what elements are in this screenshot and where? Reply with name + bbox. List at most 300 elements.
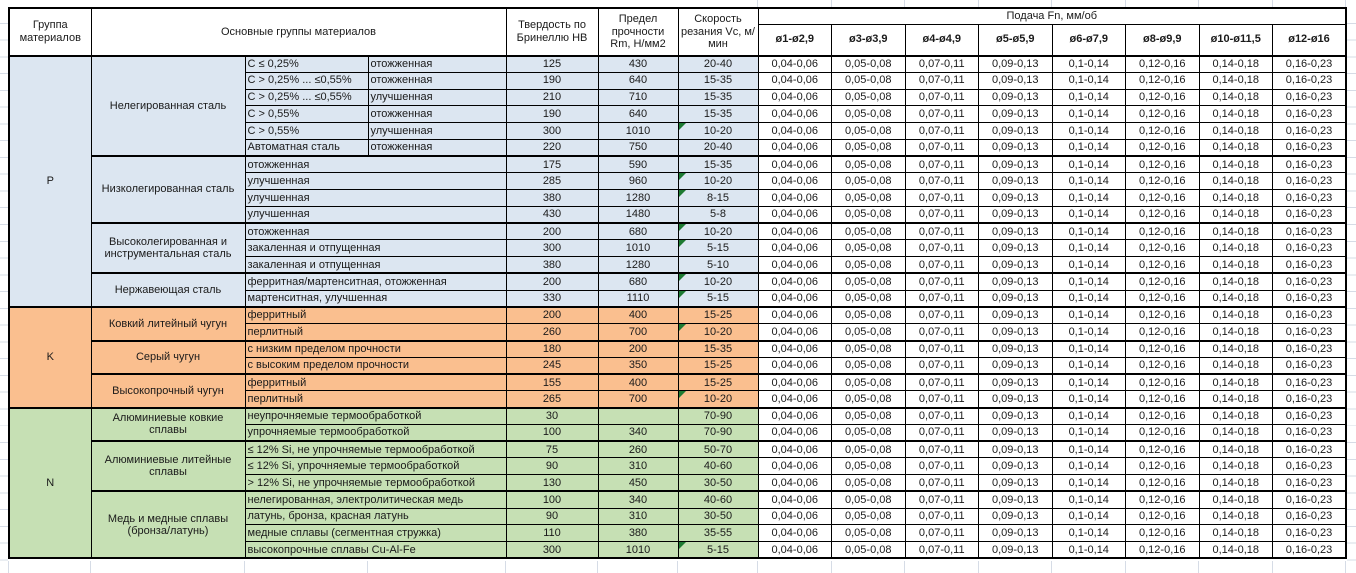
feed-value-cell[interactable]: 0,07-0,11	[905, 156, 979, 173]
feed-value-cell[interactable]: 0,1-0,14	[1052, 273, 1126, 290]
feed-value-cell[interactable]: 0,05-0,08	[832, 307, 906, 324]
feed-value-cell[interactable]: 0,07-0,11	[905, 508, 979, 525]
feed-value-cell[interactable]: 0,12-0,16	[1126, 491, 1200, 508]
strength-rm-cell[interactable]: 400	[598, 307, 678, 324]
feed-value-cell[interactable]: 0,12-0,16	[1126, 324, 1200, 341]
cutting-speed-vc-cell[interactable]: 5-10	[678, 257, 758, 274]
feed-value-cell[interactable]: 0,16-0,23	[1273, 508, 1347, 525]
feed-value-cell[interactable]: 0,12-0,16	[1126, 441, 1200, 458]
feed-value-cell[interactable]: 0,09-0,13	[979, 190, 1053, 207]
material-subtype-cell[interactable]: неупрочняемые термообработкой	[245, 408, 506, 425]
feed-value-cell[interactable]: 0,1-0,14	[1052, 139, 1126, 156]
feed-value-cell[interactable]: 0,09-0,13	[979, 156, 1053, 173]
feed-value-cell[interactable]: 0,04-0,06	[758, 307, 832, 324]
cutting-speed-vc-cell[interactable]: 10-20	[678, 391, 758, 408]
feed-value-cell[interactable]: 0,12-0,16	[1126, 508, 1200, 525]
feed-value-cell[interactable]: 0,07-0,11	[905, 357, 979, 374]
material-subtype-cell[interactable]: C > 0,55%	[245, 106, 368, 123]
hardness-hb-cell[interactable]: 175	[506, 156, 598, 173]
hardness-hb-cell[interactable]: 210	[506, 89, 598, 106]
cutting-speed-vc-cell[interactable]: 20-40	[678, 56, 758, 73]
feed-value-cell[interactable]: 0,1-0,14	[1052, 408, 1126, 425]
material-subtype-cell[interactable]: ферритная/мартенситная, отожженная	[245, 273, 506, 290]
feed-value-cell[interactable]: 0,12-0,16	[1126, 72, 1200, 89]
hardness-hb-cell[interactable]: 110	[506, 525, 598, 542]
feed-value-cell[interactable]: 0,09-0,13	[979, 257, 1053, 274]
material-subtype-cell[interactable]: с низким пределом прочности	[245, 341, 506, 358]
feed-value-cell[interactable]: 0,1-0,14	[1052, 89, 1126, 106]
cutting-speed-vc-cell[interactable]: 15-35	[678, 72, 758, 89]
feed-value-cell[interactable]: 0,12-0,16	[1126, 156, 1200, 173]
feed-value-cell[interactable]: 0,04-0,06	[758, 123, 832, 140]
feed-value-cell[interactable]: 0,1-0,14	[1052, 357, 1126, 374]
header-hardness-hb[interactable]: Твердость по Бринеллю HB	[506, 8, 598, 56]
material-subtype-cell[interactable]: латунь, бронза, красная латунь	[245, 508, 506, 525]
feed-value-cell[interactable]: 0,14-0,18	[1199, 290, 1273, 307]
hardness-hb-cell[interactable]: 430	[506, 206, 598, 223]
header-material-group[interactable]: Группа материалов	[9, 8, 91, 56]
hardness-hb-cell[interactable]: 300	[506, 123, 598, 140]
cutting-speed-vc-cell[interactable]: 5-8	[678, 206, 758, 223]
feed-value-cell[interactable]: 0,14-0,18	[1199, 240, 1273, 257]
feed-value-cell[interactable]: 0,04-0,06	[758, 374, 832, 391]
feed-value-cell[interactable]: 0,16-0,23	[1273, 391, 1347, 408]
feed-value-cell[interactable]: 0,07-0,11	[905, 491, 979, 508]
feed-value-cell[interactable]: 0,04-0,06	[758, 475, 832, 492]
feed-value-cell[interactable]: 0,05-0,08	[832, 374, 906, 391]
feed-value-cell[interactable]: 0,1-0,14	[1052, 424, 1126, 441]
feed-value-cell[interactable]: 0,09-0,13	[979, 424, 1053, 441]
feed-value-cell[interactable]: 0,16-0,23	[1273, 206, 1347, 223]
feed-value-cell[interactable]: 0,05-0,08	[832, 173, 906, 190]
feed-value-cell[interactable]: 0,12-0,16	[1126, 257, 1200, 274]
header-diameter-2[interactable]: ø3-ø3,9	[832, 24, 906, 56]
feed-value-cell[interactable]: 0,07-0,11	[905, 374, 979, 391]
strength-rm-cell[interactable]: 380	[598, 525, 678, 542]
strength-rm-cell[interactable]: 590	[598, 156, 678, 173]
feed-value-cell[interactable]: 0,14-0,18	[1199, 257, 1273, 274]
feed-value-cell[interactable]: 0,09-0,13	[979, 89, 1053, 106]
feed-value-cell[interactable]: 0,09-0,13	[979, 273, 1053, 290]
material-subtype-cell[interactable]: упрочняемые термообработкой	[245, 424, 506, 441]
feed-value-cell[interactable]: 0,14-0,18	[1199, 475, 1273, 492]
feed-value-cell[interactable]: 0,1-0,14	[1052, 525, 1126, 542]
feed-value-cell[interactable]: 0,16-0,23	[1273, 441, 1347, 458]
material-condition-cell[interactable]: отожженная	[368, 139, 506, 156]
strength-rm-cell[interactable]: 430	[598, 56, 678, 73]
feed-value-cell[interactable]: 0,04-0,06	[758, 139, 832, 156]
material-subtype-cell[interactable]: перлитный	[245, 324, 506, 341]
feed-value-cell[interactable]: 0,09-0,13	[979, 56, 1053, 73]
feed-value-cell[interactable]: 0,16-0,23	[1273, 56, 1347, 73]
cutting-speed-vc-cell[interactable]: 10-20	[678, 273, 758, 290]
feed-value-cell[interactable]: 0,07-0,11	[905, 106, 979, 123]
feed-value-cell[interactable]: 0,12-0,16	[1126, 106, 1200, 123]
feed-value-cell[interactable]: 0,16-0,23	[1273, 357, 1347, 374]
hardness-hb-cell[interactable]: 245	[506, 357, 598, 374]
strength-rm-cell[interactable]: 1280	[598, 257, 678, 274]
feed-value-cell[interactable]: 0,14-0,18	[1199, 206, 1273, 223]
cutting-speed-vc-cell[interactable]: 5-15	[678, 240, 758, 257]
feed-value-cell[interactable]: 0,12-0,16	[1126, 374, 1200, 391]
feed-value-cell[interactable]: 0,16-0,23	[1273, 424, 1347, 441]
feed-value-cell[interactable]: 0,12-0,16	[1126, 89, 1200, 106]
feed-value-cell[interactable]: 0,16-0,23	[1273, 341, 1347, 358]
cutting-speed-vc-cell[interactable]: 5-15	[678, 290, 758, 307]
cutting-speed-vc-cell[interactable]: 35-55	[678, 525, 758, 542]
strength-rm-cell[interactable]: 700	[598, 391, 678, 408]
material-subtype-cell[interactable]: C > 0,25% ... ≤0,55%	[245, 89, 368, 106]
strength-rm-cell[interactable]: 640	[598, 72, 678, 89]
feed-value-cell[interactable]: 0,04-0,06	[758, 156, 832, 173]
feed-value-cell[interactable]: 0,04-0,06	[758, 223, 832, 240]
feed-value-cell[interactable]: 0,09-0,13	[979, 324, 1053, 341]
feed-value-cell[interactable]: 0,09-0,13	[979, 357, 1053, 374]
feed-value-cell[interactable]: 0,04-0,06	[758, 391, 832, 408]
feed-value-cell[interactable]: 0,04-0,06	[758, 240, 832, 257]
feed-value-cell[interactable]: 0,04-0,06	[758, 441, 832, 458]
feed-value-cell[interactable]: 0,1-0,14	[1052, 257, 1126, 274]
feed-value-cell[interactable]: 0,04-0,06	[758, 206, 832, 223]
material-subtype-cell[interactable]: перлитный	[245, 391, 506, 408]
feed-value-cell[interactable]: 0,04-0,06	[758, 341, 832, 358]
feed-value-cell[interactable]: 0,1-0,14	[1052, 206, 1126, 223]
feed-value-cell[interactable]: 0,1-0,14	[1052, 223, 1126, 240]
feed-value-cell[interactable]: 0,14-0,18	[1199, 173, 1273, 190]
cutting-speed-vc-cell[interactable]: 70-90	[678, 424, 758, 441]
material-block-name[interactable]: Высокопрочный чугун	[91, 374, 245, 408]
feed-value-cell[interactable]: 0,05-0,08	[832, 223, 906, 240]
cutting-speed-vc-cell[interactable]: 15-25	[678, 307, 758, 324]
feed-value-cell[interactable]: 0,14-0,18	[1199, 491, 1273, 508]
strength-rm-cell[interactable]	[598, 408, 678, 425]
material-block-name[interactable]: Серый чугун	[91, 341, 245, 375]
feed-value-cell[interactable]: 0,14-0,18	[1199, 156, 1273, 173]
feed-value-cell[interactable]: 0,12-0,16	[1126, 240, 1200, 257]
material-block-name[interactable]: Алюминиевые ковкие сплавы	[91, 408, 245, 442]
feed-value-cell[interactable]: 0,04-0,06	[758, 190, 832, 207]
material-condition-cell[interactable]: отожженная	[368, 56, 506, 73]
feed-value-cell[interactable]: 0,09-0,13	[979, 173, 1053, 190]
feed-value-cell[interactable]: 0,16-0,23	[1273, 190, 1347, 207]
feed-value-cell[interactable]: 0,09-0,13	[979, 206, 1053, 223]
strength-rm-cell[interactable]: 260	[598, 441, 678, 458]
cutting-speed-vc-cell[interactable]: 40-60	[678, 491, 758, 508]
feed-value-cell[interactable]: 0,12-0,16	[1126, 173, 1200, 190]
feed-value-cell[interactable]: 0,14-0,18	[1199, 89, 1273, 106]
hardness-hb-cell[interactable]: 200	[506, 223, 598, 240]
feed-value-cell[interactable]: 0,05-0,08	[832, 441, 906, 458]
feed-value-cell[interactable]: 0,1-0,14	[1052, 491, 1126, 508]
cutting-speed-vc-cell[interactable]: 40-60	[678, 458, 758, 475]
hardness-hb-cell[interactable]: 300	[506, 240, 598, 257]
cutting-speed-vc-cell[interactable]: 10-20	[678, 324, 758, 341]
hardness-hb-cell[interactable]: 200	[506, 273, 598, 290]
cutting-speed-vc-cell[interactable]: 10-20	[678, 223, 758, 240]
feed-value-cell[interactable]: 0,04-0,06	[758, 273, 832, 290]
cutting-speed-vc-cell[interactable]: 15-25	[678, 374, 758, 391]
feed-value-cell[interactable]: 0,12-0,16	[1126, 139, 1200, 156]
feed-value-cell[interactable]: 0,07-0,11	[905, 72, 979, 89]
feed-value-cell[interactable]: 0,14-0,18	[1199, 441, 1273, 458]
feed-value-cell[interactable]: 0,16-0,23	[1273, 223, 1347, 240]
material-condition-cell[interactable]: улучшенная	[368, 123, 506, 140]
feed-value-cell[interactable]: 0,05-0,08	[832, 240, 906, 257]
strength-rm-cell[interactable]: 400	[598, 374, 678, 391]
feed-value-cell[interactable]: 0,05-0,08	[832, 190, 906, 207]
feed-value-cell[interactable]: 0,05-0,08	[832, 341, 906, 358]
feed-value-cell[interactable]: 0,05-0,08	[832, 391, 906, 408]
feed-value-cell[interactable]: 0,09-0,13	[979, 525, 1053, 542]
material-subtype-cell[interactable]: C > 0,55%	[245, 123, 368, 140]
feed-value-cell[interactable]: 0,12-0,16	[1126, 424, 1200, 441]
header-diameter-7[interactable]: ø10-ø11,5	[1199, 24, 1273, 56]
feed-value-cell[interactable]: 0,14-0,18	[1199, 307, 1273, 324]
feed-value-cell[interactable]: 0,16-0,23	[1273, 89, 1347, 106]
feed-value-cell[interactable]: 0,16-0,23	[1273, 324, 1347, 341]
material-subtype-cell[interactable]: ферритный	[245, 307, 506, 324]
cutting-speed-vc-cell[interactable]: 10-20	[678, 173, 758, 190]
feed-value-cell[interactable]: 0,12-0,16	[1126, 273, 1200, 290]
feed-value-cell[interactable]: 0,05-0,08	[832, 156, 906, 173]
feed-value-cell[interactable]: 0,09-0,13	[979, 542, 1053, 559]
hardness-hb-cell[interactable]: 380	[506, 257, 598, 274]
feed-value-cell[interactable]: 0,05-0,08	[832, 56, 906, 73]
material-subtype-cell[interactable]: ≤ 12% Si, не упрочняемые термообработкой	[245, 441, 506, 458]
feed-value-cell[interactable]: 0,05-0,08	[832, 106, 906, 123]
feed-value-cell[interactable]: 0,1-0,14	[1052, 475, 1126, 492]
hardness-hb-cell[interactable]: 90	[506, 508, 598, 525]
cutting-speed-vc-cell[interactable]: 5-15	[678, 542, 758, 559]
feed-value-cell[interactable]: 0,07-0,11	[905, 123, 979, 140]
material-subtype-cell[interactable]: ≤ 12% Si, упрочняемые термообработкой	[245, 458, 506, 475]
feed-value-cell[interactable]: 0,1-0,14	[1052, 290, 1126, 307]
header-diameter-3[interactable]: ø4-ø4,9	[905, 24, 979, 56]
feed-value-cell[interactable]: 0,05-0,08	[832, 475, 906, 492]
feed-value-cell[interactable]: 0,1-0,14	[1052, 56, 1126, 73]
feed-value-cell[interactable]: 0,04-0,06	[758, 72, 832, 89]
feed-value-cell[interactable]: 0,12-0,16	[1126, 307, 1200, 324]
feed-value-cell[interactable]: 0,07-0,11	[905, 475, 979, 492]
feed-value-cell[interactable]: 0,1-0,14	[1052, 106, 1126, 123]
feed-value-cell[interactable]: 0,14-0,18	[1199, 56, 1273, 73]
feed-value-cell[interactable]: 0,05-0,08	[832, 491, 906, 508]
hardness-hb-cell[interactable]: 220	[506, 139, 598, 156]
feed-value-cell[interactable]: 0,1-0,14	[1052, 542, 1126, 559]
material-block-name[interactable]: Низколегированная сталь	[91, 156, 245, 223]
feed-value-cell[interactable]: 0,14-0,18	[1199, 508, 1273, 525]
feed-value-cell[interactable]: 0,09-0,13	[979, 240, 1053, 257]
feed-value-cell[interactable]: 0,05-0,08	[832, 458, 906, 475]
strength-rm-cell[interactable]: 310	[598, 508, 678, 525]
strength-rm-cell[interactable]: 750	[598, 139, 678, 156]
material-block-name[interactable]: Медь и медные сплавы (бронза/латунь)	[91, 491, 245, 558]
feed-value-cell[interactable]: 0,05-0,08	[832, 324, 906, 341]
material-subtype-cell[interactable]: улучшенная	[245, 190, 506, 207]
feed-value-cell[interactable]: 0,07-0,11	[905, 139, 979, 156]
strength-rm-cell[interactable]: 1110	[598, 290, 678, 307]
material-subtype-cell[interactable]: отожженная	[245, 156, 506, 173]
feed-value-cell[interactable]: 0,04-0,06	[758, 508, 832, 525]
feed-value-cell[interactable]: 0,12-0,16	[1126, 290, 1200, 307]
feed-value-cell[interactable]: 0,09-0,13	[979, 391, 1053, 408]
material-subtype-cell[interactable]: C > 0,25% ... ≤0,55%	[245, 72, 368, 89]
feed-value-cell[interactable]: 0,16-0,23	[1273, 374, 1347, 391]
feed-value-cell[interactable]: 0,16-0,23	[1273, 525, 1347, 542]
feed-value-cell[interactable]: 0,09-0,13	[979, 307, 1053, 324]
feed-value-cell[interactable]: 0,16-0,23	[1273, 475, 1347, 492]
material-subtype-cell[interactable]: мартенситная, улучшенная	[245, 290, 506, 307]
feed-value-cell[interactable]: 0,05-0,08	[832, 72, 906, 89]
feed-value-cell[interactable]: 0,07-0,11	[905, 424, 979, 441]
feed-value-cell[interactable]: 0,05-0,08	[832, 357, 906, 374]
group-code-cell-P[interactable]: P	[9, 56, 91, 307]
feed-value-cell[interactable]: 0,09-0,13	[979, 123, 1053, 140]
strength-rm-cell[interactable]: 350	[598, 357, 678, 374]
feed-value-cell[interactable]: 0,14-0,18	[1199, 357, 1273, 374]
feed-value-cell[interactable]: 0,07-0,11	[905, 173, 979, 190]
strength-rm-cell[interactable]: 310	[598, 458, 678, 475]
feed-value-cell[interactable]: 0,1-0,14	[1052, 391, 1126, 408]
header-diameter-4[interactable]: ø5-ø5,9	[979, 24, 1053, 56]
feed-value-cell[interactable]: 0,07-0,11	[905, 257, 979, 274]
hardness-hb-cell[interactable]: 285	[506, 173, 598, 190]
material-condition-cell[interactable]: отожженная	[368, 72, 506, 89]
feed-value-cell[interactable]: 0,09-0,13	[979, 223, 1053, 240]
feed-value-cell[interactable]: 0,14-0,18	[1199, 341, 1273, 358]
feed-value-cell[interactable]: 0,07-0,11	[905, 240, 979, 257]
header-cutting-speed-vc[interactable]: Скорость резания Vc, м/мин	[678, 8, 758, 56]
feed-value-cell[interactable]: 0,04-0,06	[758, 491, 832, 508]
hardness-hb-cell[interactable]: 300	[506, 542, 598, 559]
strength-rm-cell[interactable]: 200	[598, 341, 678, 358]
strength-rm-cell[interactable]: 680	[598, 223, 678, 240]
feed-value-cell[interactable]: 0,05-0,08	[832, 542, 906, 559]
strength-rm-cell[interactable]: 640	[598, 106, 678, 123]
group-code-cell-N[interactable]: N	[9, 408, 91, 559]
hardness-hb-cell[interactable]: 380	[506, 190, 598, 207]
header-diameter-5[interactable]: ø6-ø7,9	[1052, 24, 1126, 56]
feed-value-cell[interactable]: 0,14-0,18	[1199, 542, 1273, 559]
feed-value-cell[interactable]: 0,04-0,06	[758, 542, 832, 559]
feed-value-cell[interactable]: 0,04-0,06	[758, 106, 832, 123]
feed-value-cell[interactable]: 0,04-0,06	[758, 357, 832, 374]
cutting-speed-vc-cell[interactable]: 30-50	[678, 508, 758, 525]
feed-value-cell[interactable]: 0,07-0,11	[905, 458, 979, 475]
strength-rm-cell[interactable]: 450	[598, 475, 678, 492]
cutting-speed-vc-cell[interactable]: 20-40	[678, 139, 758, 156]
feed-value-cell[interactable]: 0,14-0,18	[1199, 424, 1273, 441]
cutting-speed-vc-cell[interactable]: 30-50	[678, 475, 758, 492]
feed-value-cell[interactable]: 0,05-0,08	[832, 206, 906, 223]
feed-value-cell[interactable]: 0,12-0,16	[1126, 391, 1200, 408]
header-main-groups[interactable]: Основные группы материалов	[91, 8, 506, 56]
feed-value-cell[interactable]: 0,07-0,11	[905, 206, 979, 223]
hardness-hb-cell[interactable]: 200	[506, 307, 598, 324]
material-subtype-cell[interactable]: отожженная	[245, 223, 506, 240]
feed-value-cell[interactable]: 0,04-0,06	[758, 89, 832, 106]
material-subtype-cell[interactable]: улучшенная	[245, 206, 506, 223]
feed-value-cell[interactable]: 0,07-0,11	[905, 290, 979, 307]
feed-value-cell[interactable]: 0,16-0,23	[1273, 123, 1347, 140]
header-diameter-6[interactable]: ø8-ø9,9	[1126, 24, 1200, 56]
feed-value-cell[interactable]: 0,09-0,13	[979, 139, 1053, 156]
cutting-speed-vc-cell[interactable]: 50-70	[678, 441, 758, 458]
group-code-cell-K[interactable]: K	[9, 307, 91, 408]
cutting-speed-vc-cell[interactable]: 15-35	[678, 89, 758, 106]
feed-value-cell[interactable]: 0,04-0,06	[758, 257, 832, 274]
feed-value-cell[interactable]: 0,16-0,23	[1273, 173, 1347, 190]
feed-value-cell[interactable]: 0,16-0,23	[1273, 307, 1347, 324]
strength-rm-cell[interactable]: 700	[598, 324, 678, 341]
feed-value-cell[interactable]: 0,09-0,13	[979, 458, 1053, 475]
material-subtype-cell[interactable]: > 12% Si, не упрочняемые термообработкой	[245, 475, 506, 492]
feed-value-cell[interactable]: 0,09-0,13	[979, 374, 1053, 391]
feed-value-cell[interactable]: 0,07-0,11	[905, 273, 979, 290]
feed-value-cell[interactable]: 0,1-0,14	[1052, 441, 1126, 458]
hardness-hb-cell[interactable]: 125	[506, 56, 598, 73]
feed-value-cell[interactable]: 0,1-0,14	[1052, 307, 1126, 324]
feed-value-cell[interactable]: 0,14-0,18	[1199, 273, 1273, 290]
feed-value-cell[interactable]: 0,1-0,14	[1052, 156, 1126, 173]
hardness-hb-cell[interactable]: 100	[506, 491, 598, 508]
feed-value-cell[interactable]: 0,12-0,16	[1126, 542, 1200, 559]
material-block-name[interactable]: Нелегированная сталь	[91, 56, 245, 157]
feed-value-cell[interactable]: 0,1-0,14	[1052, 458, 1126, 475]
hardness-hb-cell[interactable]: 190	[506, 106, 598, 123]
feed-value-cell[interactable]: 0,09-0,13	[979, 290, 1053, 307]
feed-value-cell[interactable]: 0,07-0,11	[905, 341, 979, 358]
feed-value-cell[interactable]: 0,04-0,06	[758, 458, 832, 475]
feed-value-cell[interactable]: 0,12-0,16	[1126, 206, 1200, 223]
strength-rm-cell[interactable]: 1010	[598, 542, 678, 559]
feed-value-cell[interactable]: 0,16-0,23	[1273, 542, 1347, 559]
feed-value-cell[interactable]: 0,07-0,11	[905, 542, 979, 559]
strength-rm-cell[interactable]: 1280	[598, 190, 678, 207]
feed-value-cell[interactable]: 0,09-0,13	[979, 441, 1053, 458]
feed-value-cell[interactable]: 0,09-0,13	[979, 508, 1053, 525]
feed-value-cell[interactable]: 0,1-0,14	[1052, 374, 1126, 391]
material-block-name[interactable]: Высоколегированная и инструментальная сталь	[91, 223, 245, 273]
feed-value-cell[interactable]: 0,05-0,08	[832, 89, 906, 106]
feed-value-cell[interactable]: 0,05-0,08	[832, 273, 906, 290]
feed-value-cell[interactable]: 0,16-0,23	[1273, 458, 1347, 475]
header-diameter-8[interactable]: ø12-ø16	[1273, 24, 1347, 56]
feed-value-cell[interactable]: 0,05-0,08	[832, 123, 906, 140]
feed-value-cell[interactable]: 0,14-0,18	[1199, 106, 1273, 123]
feed-value-cell[interactable]: 0,07-0,11	[905, 223, 979, 240]
feed-value-cell[interactable]: 0,05-0,08	[832, 290, 906, 307]
feed-value-cell[interactable]: 0,04-0,06	[758, 173, 832, 190]
feed-value-cell[interactable]: 0,04-0,06	[758, 424, 832, 441]
material-subtype-cell[interactable]: C ≤ 0,25%	[245, 56, 368, 73]
feed-value-cell[interactable]: 0,14-0,18	[1199, 123, 1273, 140]
feed-value-cell[interactable]: 0,14-0,18	[1199, 72, 1273, 89]
feed-value-cell[interactable]: 0,12-0,16	[1126, 341, 1200, 358]
cutting-speed-vc-cell[interactable]: 8-15	[678, 190, 758, 207]
strength-rm-cell[interactable]: 960	[598, 173, 678, 190]
strength-rm-cell[interactable]: 340	[598, 424, 678, 441]
cutting-speed-vc-cell[interactable]: 15-35	[678, 106, 758, 123]
feed-value-cell[interactable]: 0,09-0,13	[979, 475, 1053, 492]
feed-value-cell[interactable]: 0,07-0,11	[905, 89, 979, 106]
hardness-hb-cell[interactable]: 75	[506, 441, 598, 458]
cutting-speed-vc-cell[interactable]: 15-35	[678, 156, 758, 173]
feed-value-cell[interactable]: 0,12-0,16	[1126, 190, 1200, 207]
feed-value-cell[interactable]: 0,09-0,13	[979, 106, 1053, 123]
feed-value-cell[interactable]: 0,14-0,18	[1199, 139, 1273, 156]
strength-rm-cell[interactable]: 1010	[598, 240, 678, 257]
